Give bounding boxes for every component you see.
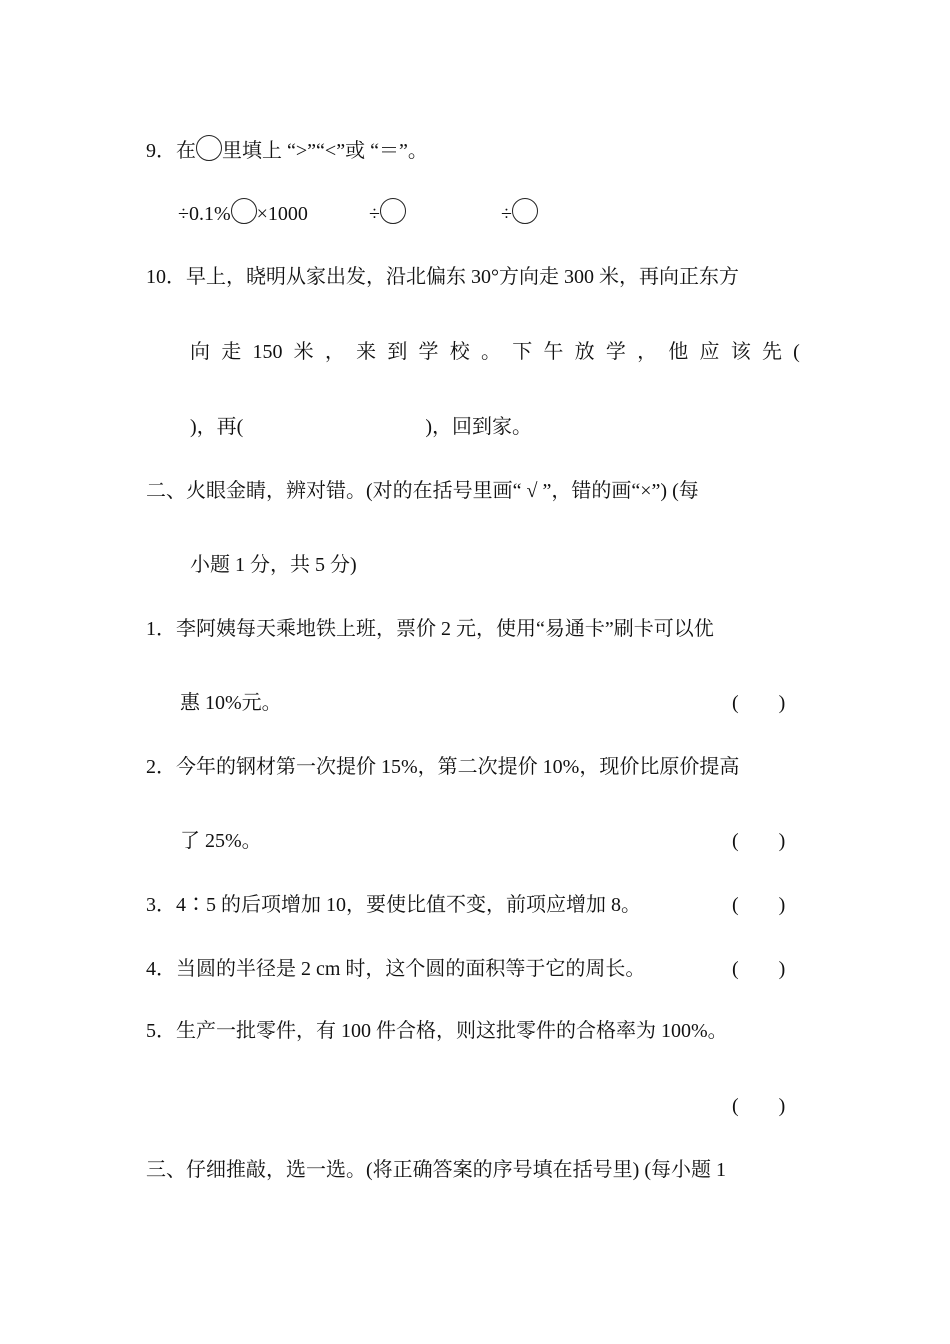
judge-item-4: 4．当圆的半径是 2 cm 时，这个圆的面积等于它的周长。 (146, 958, 646, 980)
section3-heading: 三、仔细推敲，选一选。(将正确答案的序号填在括号里) (每小题 1 (146, 1159, 726, 1181)
answer-paren[interactable]: ( ) (732, 692, 786, 714)
q9-line (146, 135, 428, 164)
answer-paren[interactable]: ( ) (732, 830, 786, 852)
q10-word: 应 (699, 341, 720, 363)
blank-circle[interactable] (512, 198, 538, 224)
q10-word: 他 (668, 341, 689, 363)
q10-word: 放 (574, 341, 595, 363)
judge-item-2: 2．今年的钢材第一次提价 15%，第二次提价 10%，现价比原价提高 (146, 756, 740, 778)
q10-word: 。 (480, 341, 501, 363)
q9-text-b: 里填上 “>”“<”或 “＝”。 (222, 140, 428, 162)
answer-paren[interactable]: ( ) (732, 1095, 786, 1117)
q10-word: 学 (605, 341, 626, 363)
q10-line1: 10．早上，晓明从家出发，沿北偏东 30°方向走 300 米，再向正东方 (146, 266, 739, 288)
q9-text-a: 在 (176, 140, 196, 162)
answer-paren[interactable]: ( ) (732, 958, 786, 980)
q10-word: 下 (512, 341, 533, 363)
q10-line3 (190, 414, 532, 440)
q10-line3-a: )，再( (190, 416, 244, 438)
judge-item-3: 3．4∶5 的后项增加 10，要使比值不变，前项应增加 8。 (146, 894, 641, 916)
q10-word: 校 (449, 341, 470, 363)
q10-word: 向 (190, 341, 210, 363)
section2-heading: 二、火眼金睛，辨对错。(对的在括号里画“ √ ”，错的画“×”) (每 (146, 480, 699, 502)
judge-item-1: 1．李阿姨每天乘地铁上班，票价 2 元，使用“易通卡”刷卡可以优 (146, 618, 714, 640)
q10-word: 午 (543, 341, 564, 363)
q9-expr1 (178, 198, 308, 227)
q9-expr2 (369, 198, 406, 227)
blank-circle[interactable] (380, 198, 406, 224)
q10-word: 学 (418, 341, 439, 363)
q10-word: ， (637, 341, 658, 363)
q10-word: 走 (221, 341, 242, 363)
answer-paren[interactable]: ( ) (732, 894, 786, 916)
q10-word: ( (793, 341, 800, 363)
q9-expr3 (501, 198, 538, 227)
blank-circle[interactable] (231, 198, 257, 224)
blank-circle[interactable] (196, 135, 222, 161)
q10-line2 (190, 339, 800, 365)
q10-word: 来 (356, 341, 377, 363)
judge-item-1-cont: 惠 10%元。 (180, 692, 282, 714)
q10-word: 150 (252, 341, 283, 363)
q9-expr1-a: ÷0.1% (178, 203, 231, 225)
q10-word: 先 (761, 341, 782, 363)
q9-expr2-op: ÷ (369, 203, 380, 225)
q10-word: 该 (730, 341, 751, 363)
q10-word: 米 (293, 341, 314, 363)
q9-expr3-op: ÷ (501, 203, 512, 225)
section2-heading-cont: 小题 1 分，共 5 分) (190, 554, 357, 576)
q10-word: ， (324, 341, 345, 363)
q10-line3-b: )，回到家。 (425, 416, 532, 438)
q9-number: 9． (146, 140, 176, 162)
judge-item-5: 5．生产一批零件，有 100 件合格，则这批零件的合格率为 100%。 (146, 1020, 728, 1042)
q10-word: 到 (387, 341, 408, 363)
judge-item-2-cont: 了 25%。 (180, 830, 262, 852)
q9-expr1-b: ×1000 (256, 203, 308, 225)
